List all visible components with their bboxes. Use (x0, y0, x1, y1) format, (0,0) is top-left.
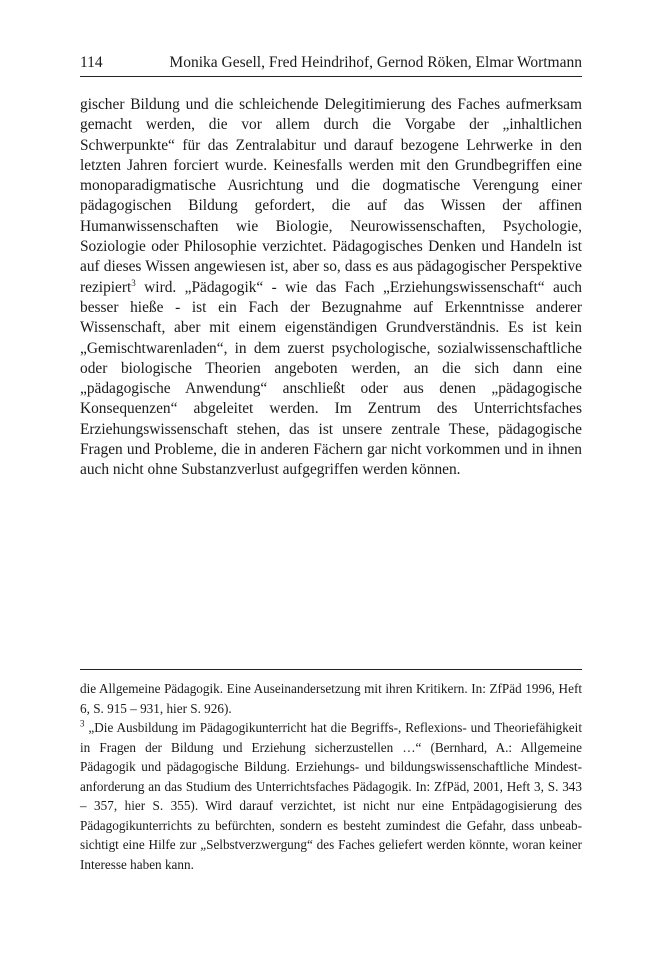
footnote-reference: 3 (131, 277, 136, 288)
footnote-3-text: „Die Ausbildung im Pädagogikunterricht hat die Begriffs-, Reflexions- und Theoriefähigkeit in Fragen der Bildung und Erziehung sicherzustellen …“ (Bernhard, A.: Allgemeine Pädagogik und pädagogische Bildung. Erziehungs- und bildungswissenschaftliche Mindestanforderung an das Studium des Unterrichtsfaches Pädagogik. In: ZfPäd, 2001, Heft 3, S. 343 – 357, hier S. 355). Wird darauf verzichtet, ist nicht nur eine Entpädagogisierung des Pädagogikunterrichts zu befürchten, sondern es besteht zumindest die Gefahr, dass unbeabsichtigt eine Hilfe zur „Selbstverzwergung“ des Faches geliefert werden könnte, woran keiner Interesse haben kann. (80, 720, 582, 872)
footnote-3 (80, 718, 582, 874)
body-text-before-reference: gischer Bildung und die schleichende Delegitimierung des Faches aufmerksam gemacht werden, die vor allem durch die Vorgabe der „inhaltlichen Schwerpunkte“ für das Zentralabitur und darauf bezogene Lehrwerke in den letzten Jahren forciert wurde. Keinesfalls werden mit den Grundbegriffen eine monoparadigmatische Ausrichtung und die dogmatische Verengung einer pädagogischen Bildung gefordert, die auf das Wissen der affinen Humanwissenschaften wie Biologie, Neurowissenschaften, Psychologie, Soziologie oder Philosophie verzichtet. Pädagogisches Denken und Handeln ist auf dieses Wissen angewiesen ist, aber so, dass es aus pädagogischer Perspektive rezipiert (80, 96, 582, 296)
body-paragraph (80, 95, 582, 481)
footnote-divider (80, 669, 582, 670)
footnote-marker: 3 (80, 718, 85, 729)
body-text (80, 95, 582, 481)
running-header-authors: Monika Gesell, Fred Heindrihof, Gernod Röken, Elmar Wortmann (169, 54, 582, 71)
body-text-after-reference: wird. „Pädagogik“ - wie das Fach „Erziehungswissenschaft“ auch besser hieße - ist ein Fach der Bezugnahme auf Erkenntnisse anderer Wissenschaft, aber mit einem eigenständigen Grundverständnis. Es ist kein „Gemischtwarenladen“, in dem zuerst psychologische, sozialwissenschaftliche oder biologische Theorien angeboten werden, an die sich dann eine „pädagogische Anwendung“ anschließt oder aus denen „pädagogische Konsequenzen“ abgeleitet werden. Im Zentrum des Unterrichtsfaches Erziehungswissenschaft stehen, das ist unsere zentrale These, pädagogische Fragen und Probleme, die in anderen Fächern gar nicht vorkommen und in ihnen auch nicht ohne Substanzverlust aufgegriffen werden können. (80, 278, 582, 479)
running-header (80, 54, 582, 77)
footnote-continuation: die Allgemeine Pädagogik. Eine Auseinandersetzung mit ihren Kritikern. In: ZfPäd 1996, Heft 6, S. 915 – 931, hier S. 926). (80, 681, 582, 716)
footnotes-section (80, 679, 582, 874)
page-number: 114 (80, 54, 103, 71)
